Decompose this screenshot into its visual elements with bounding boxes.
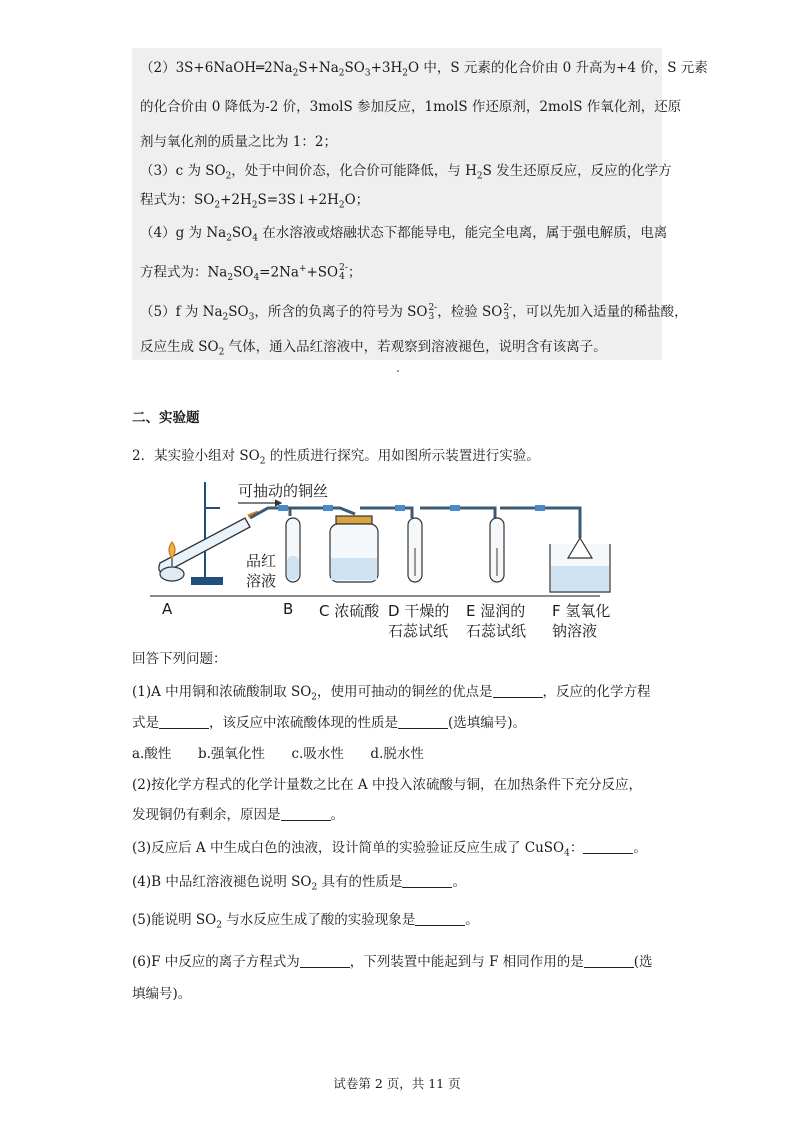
analysis-line-7: 方程式为：$Na_2SO_4=2Na^++SO$ 2- 4 ；	[140, 263, 362, 284]
test-tube-e	[490, 518, 504, 582]
answer-blank[interactable]	[300, 953, 350, 968]
label-copper-wire: 可抽动的铜丝	[238, 482, 329, 500]
question-6-line-2: 填编号)。	[132, 986, 192, 1002]
answer-blank[interactable]	[159, 714, 209, 729]
answer-blank[interactable]	[398, 714, 448, 729]
label-f-2: 钠溶液	[552, 622, 598, 640]
test-tube-d	[408, 518, 422, 582]
option-c: c.吸水性	[291, 746, 344, 762]
bottle-c	[330, 516, 378, 582]
question-1-line-2: 式是 ，该反应中浓硫酸体现的性质是 (选填编号)。	[132, 715, 527, 731]
question-2-line-2: 发现铜仍有剩余，原因是 。	[132, 807, 344, 823]
label-f-1: F 氢氧化	[552, 602, 611, 620]
label-d-1: D 干燥的	[388, 602, 450, 620]
analysis-line-5: 程式为：$SO_2+2H_2S=3S↓+2H_2O$；	[140, 192, 370, 211]
answer-blank[interactable]	[584, 953, 634, 968]
question-3: (3)反应后 A 中生成白色的浊液，设计简单的实验验证反应生成了 CuSO$_4$： 。	[132, 840, 647, 859]
option-a: a.酸性	[132, 746, 172, 762]
answer-blank[interactable]	[415, 911, 465, 926]
question-2-line-1: (2)按化学方程式的化学计量数之比在 A 中投入浓硫酸与铜，在加热条件下充分反应，	[132, 777, 642, 793]
question-6-line-1: (6)F 中反应的离子方程式为 ，下列装置中能起到与 F 相同作用的是 (选	[132, 954, 653, 970]
label-d-2: 石蕊试纸	[388, 622, 449, 640]
answer-prompt: 回答下列问题：	[132, 651, 227, 667]
beaker-f	[550, 538, 610, 592]
analysis-line-6: （4）g 为 $Na_2SO_4$ 在水溶液或熔融状态下都能导电，能完全电离，属于强电解质，电离	[140, 225, 668, 244]
option-b: b.强氧化性	[197, 746, 265, 762]
page-footer: 试卷第 2 页，共 11 页	[333, 1076, 461, 1091]
analysis-line-4: （3）c 为 $SO_2$，处于中间价态，化合价可能降低，与 $H_2S$ 发生还原反应，反应的化学方	[140, 163, 672, 182]
label-pinhong-1: 品红	[246, 552, 277, 570]
answer-blank[interactable]	[281, 806, 331, 821]
label-pinhong-2: 溶液	[246, 572, 277, 590]
answer-blank[interactable]	[583, 839, 633, 854]
question-4: (4)B 中品红溶液褪色说明 $SO_2$ 具有的性质是 。	[132, 874, 466, 893]
analysis-line-2: 的化合价由 0 降低为-2 价，3molS 参加反应，1molS 作还原剂，2molS 作氧化剂，还原	[140, 99, 682, 115]
label-b: B	[283, 600, 294, 618]
question-1-line-1: (1)A 中用铜和浓硫酸制取 $SO_2$，使用可抽动的铜丝的优点是 ，反应的化学方程	[132, 684, 651, 703]
page-dot	[397, 370, 399, 372]
analysis-line-9: 反应生成 $SO_2$ 气体，通入品红溶液中，若观察到溶液褪色，说明含有该离子。	[140, 339, 607, 358]
label-c: C 浓硫酸	[319, 602, 380, 620]
label-e-1: E 湿润的	[466, 602, 526, 620]
answer-blank[interactable]	[493, 683, 543, 698]
question-1-options	[132, 744, 424, 764]
test-tube-b	[286, 518, 300, 582]
question-2-stem: 2．某实验小组对 $SO_2$ 的性质进行探究。用如图所示装置进行实验。	[132, 448, 540, 467]
label-e-2: 石蕊试纸	[466, 622, 527, 640]
question-5: (5)能说明 $SO_2$ 与水反应生成了酸的实验现象是 。	[132, 912, 479, 931]
section-title: 二、实验题	[132, 410, 200, 426]
analysis-line-8: （5）f 为 $Na_2SO_3$，所含的负离子的符号为 SO 2- 3 ，检验 SO 2- 3 ，可以先加入适量的稀盐酸，	[140, 302, 688, 323]
option-d: d.脱水性	[370, 746, 424, 762]
analysis-line-3: 剂与氧化剂的质量之比为 1：2；	[140, 134, 337, 150]
answer-blank[interactable]	[402, 873, 452, 888]
analysis-line-1: $(2)3S+6NaOH═2Na_2S+Na_2SO_3+3H_2O$ 中，S 元素的化合价由 0 升高为+4 价，S 元素	[140, 60, 708, 79]
label-a: A	[162, 600, 173, 618]
